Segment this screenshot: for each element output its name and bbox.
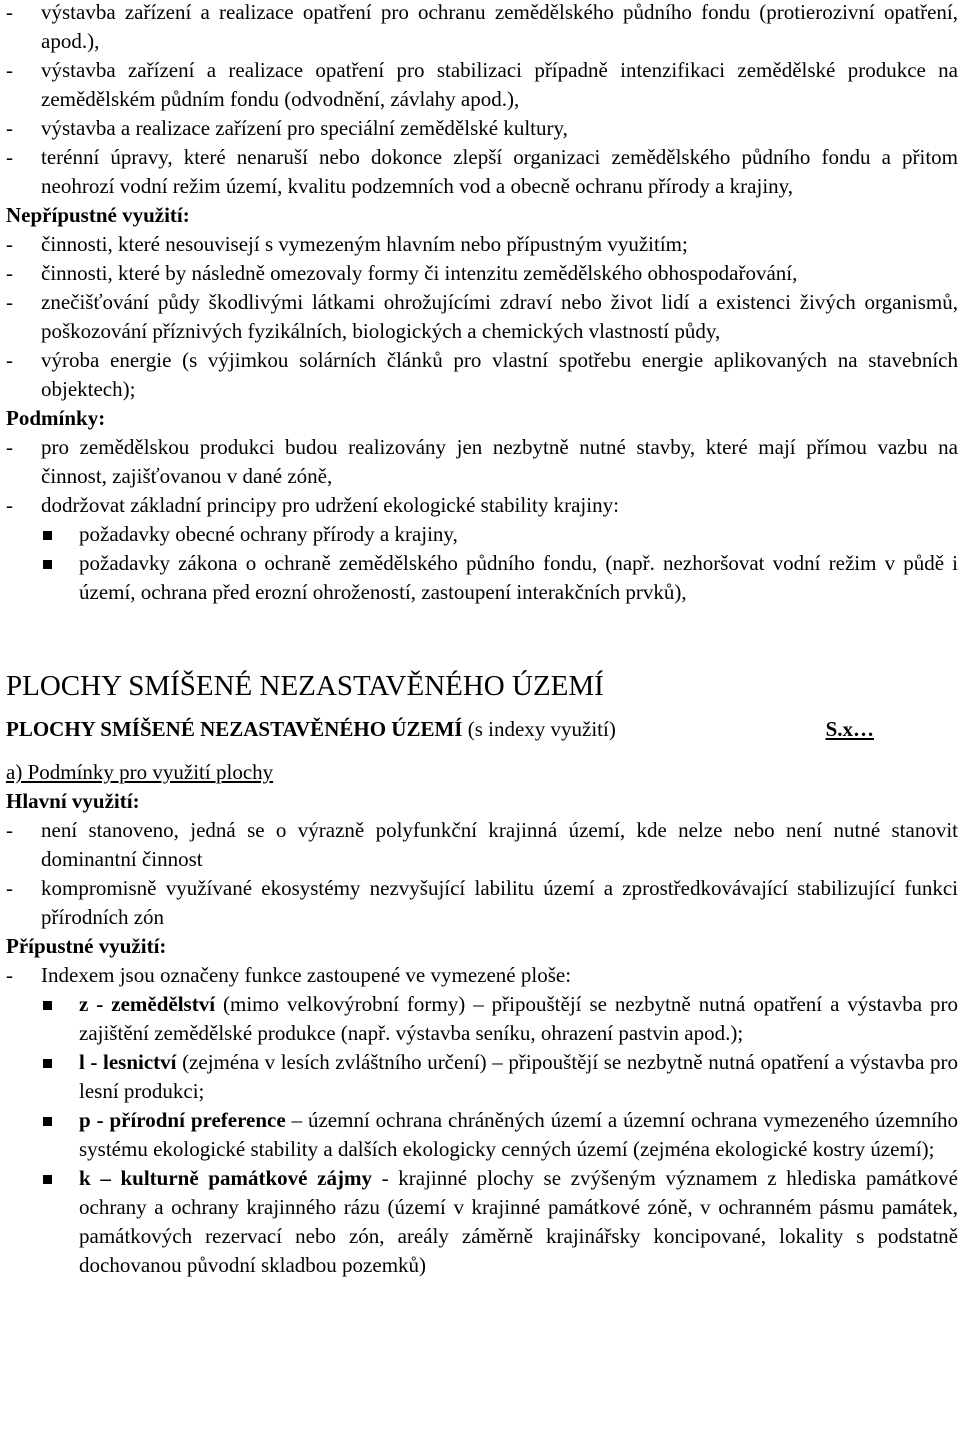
- dash-marker: -: [6, 116, 13, 140]
- list-item-text: činnosti, které nesouvisejí s vymezeným hlavním nebo přípustným využitím;: [41, 232, 688, 256]
- hlavni-list: [0, 816, 958, 932]
- bullet-item: [41, 1106, 958, 1164]
- dash-marker: -: [6, 232, 13, 256]
- section-gap: [0, 607, 958, 667]
- section-subtitle: [0, 715, 958, 744]
- list-item-text: Indexem jsou označeny funkce zastoupené ve vymezené ploše:: [41, 963, 572, 987]
- list-item-text: výstavba zařízení a realizace opatření pro stabilizaci případně intenzifikaci zemědělské produkce na zemědělském půdním fondu (odvodnění, závlahy apod.),: [41, 58, 958, 111]
- dash-marker: -: [6, 58, 13, 82]
- index-description: – územní ochrana chráněných území a územní ochrana vymezeného územního systému ekologické stability a dalších ekologicky cenných území (zejména ekologické kostry území);: [79, 1108, 958, 1161]
- hlavni-heading: Hlavní využití:: [6, 789, 140, 813]
- dash-marker: -: [6, 290, 13, 314]
- list-item-text: není stanoveno, jedná se o výrazně polyfunkční krajinná území, kde nelze nebo není nutné stanovit dominantní činnost: [41, 818, 958, 871]
- pripustne-list: [0, 961, 958, 1280]
- index-description: - krajinné plochy se zvýšeným významem z hlediska památkové ochrany a ochrany krajinného rázu (území v krajinné památkové zóně, v ochranném pásmu památek, památkových rezervací nebo zón, areály záměrně krajinářsky koncipované, lokality s podstatně dochovanou původní skladbou pozemků): [79, 1166, 958, 1277]
- list-item: [0, 230, 958, 259]
- bullet-item-text: požadavky obecné ochrany přírody a krajiny,: [79, 522, 458, 546]
- dash-marker: -: [6, 435, 13, 459]
- pripustne-heading: Přípustné využití:: [6, 934, 167, 958]
- square-bullet-icon: [41, 1048, 79, 1077]
- bullet-item-text: požadavky zákona o ochraně zemědělského půdního fondu, (např. nezhoršovat vodní režim v půdě i území, ochrana před erozní ohrožeností, zastoupení interakčních prvků),: [79, 551, 958, 604]
- list-item: [0, 961, 958, 990]
- list-item-text: kompromisně využívané ekosystémy nezvyšující labilitu území a zprostředkovávající stabilizující funkci přírodních zón: [41, 876, 958, 929]
- list-item-text: činnosti, které by následně omezovaly formy či intenzitu zemědělského obhospodařování,: [41, 261, 798, 285]
- dash-marker: -: [6, 261, 13, 285]
- dash-marker: -: [6, 493, 13, 517]
- dash-marker: -: [6, 348, 13, 372]
- dash-marker: -: [6, 145, 13, 169]
- top-list: [0, 0, 958, 201]
- square-bullet-icon: [41, 1106, 79, 1135]
- list-item: [0, 114, 958, 143]
- list-item: [0, 816, 958, 874]
- dash-marker: -: [6, 963, 13, 987]
- list-item-text: výstavba zařízení a realizace opatření pro ochranu zemědělského půdního fondu (protierozivní opatření, apod.),: [41, 0, 958, 53]
- index-term: k – kulturně památkové zájmy: [79, 1166, 372, 1190]
- list-item: [0, 143, 958, 201]
- list-item: [0, 346, 958, 404]
- list-item: [0, 288, 958, 346]
- subtitle-text: [6, 715, 616, 744]
- section-title: PLOCHY SMÍŠENÉ NEZASTAVĚNÉHO ÚZEMÍ: [6, 670, 604, 702]
- podminky-heading: Podmínky:: [6, 406, 106, 430]
- area-code: S.x…: [825, 717, 874, 741]
- subtitle-rest: (s indexy využití): [462, 717, 616, 741]
- index-term: p - přírodní preference: [79, 1108, 286, 1132]
- square-bullet-icon: [41, 520, 79, 549]
- bullet-item: [41, 1048, 958, 1106]
- podminky-list: [0, 433, 958, 607]
- square-bullet-icon: [41, 990, 79, 1019]
- bullet-item-text: [79, 1164, 958, 1280]
- list-item: [0, 433, 958, 491]
- nepripustne-heading: Nepřípustné využití:: [6, 203, 190, 227]
- bullet-item: [41, 990, 958, 1048]
- list-item-text: výroba energie (s výjimkou solárních článků pro vlastní spotřebu energie aplikovaných na stavebních objektech);: [41, 348, 958, 401]
- square-bullet-icon: [41, 549, 79, 578]
- dash-marker: -: [6, 876, 13, 900]
- list-item-text: terénní úpravy, které nenaruší nebo dokonce zlepší organizaci zemědělského půdního fondu a přitom neohrozí vodní režim území, kvalitu podzemních vod a obecně ochranu přírody a krajiny,: [41, 145, 958, 198]
- index-description: (zejména v lesích zvláštního určení) – připouštějí se nezbytně nutná opatření a výstavba pro lesní produkci;: [79, 1050, 958, 1103]
- index-term: l - lesnictví: [79, 1050, 177, 1074]
- subtitle-bold: PLOCHY SMÍŠENÉ NEZASTAVĚNÉHO ÚZEMÍ: [6, 717, 463, 741]
- bullet-item: [41, 549, 958, 607]
- subsection-a-heading: a) Podmínky pro využití plochy: [6, 760, 274, 784]
- index-term: z - zemědělství: [79, 992, 216, 1016]
- dash-marker: -: [6, 0, 13, 24]
- list-item-text: výstavba a realizace zařízení pro speciální zemědělské kultury,: [41, 116, 568, 140]
- bullet-item-text: [79, 990, 958, 1048]
- index-description: (mimo velkovýrobní formy) – připouštějí se nezbytně nutná opatření a výstavba pro zajištění zemědělské produkce (např. výstavba seníku, ohrazení pastvin apod.);: [79, 992, 958, 1045]
- bullet-item-text: [79, 1106, 958, 1164]
- list-item-text: dodržovat základní principy pro udržení ekologické stability krajiny:: [41, 493, 619, 517]
- list-item-text: pro zemědělskou produkci budou realizovány jen nezbytně nutné stavby, které mají přímou vazbu na činnost, zajišťovanou v dané zóně,: [41, 435, 958, 488]
- list-item: [0, 0, 958, 56]
- list-item: [0, 56, 958, 114]
- square-bullet-icon: [41, 1164, 79, 1193]
- list-item-text: znečišťování půdy škodlivými látkami ohrožujícími zdraví nebo život lidí a existenci živých organismů, poškozování příznivých fyzikálních, biologických a chemických vlastností půdy,: [41, 290, 958, 343]
- list-item: [0, 874, 958, 932]
- list-item: [0, 259, 958, 288]
- bullet-item: [41, 1164, 958, 1280]
- bullet-item-text: [79, 1048, 958, 1106]
- list-item: [0, 491, 958, 520]
- dash-marker: -: [6, 818, 13, 842]
- nepripustne-list: [0, 230, 958, 404]
- bullet-item: [41, 520, 958, 549]
